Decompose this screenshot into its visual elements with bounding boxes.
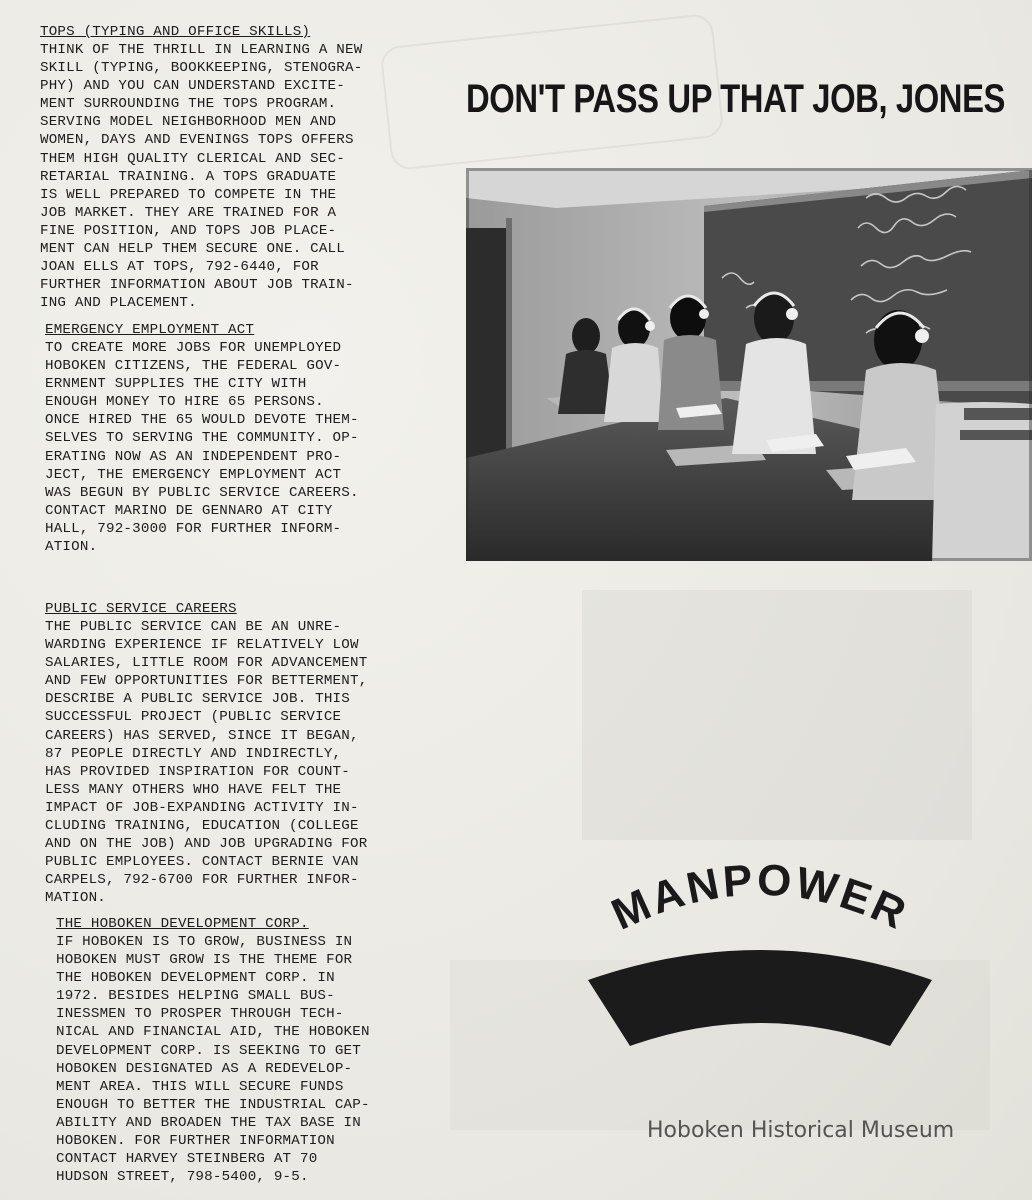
section-title: THE HOBOKEN DEVELOPMENT CORP. bbox=[56, 916, 309, 932]
body-line: FURTHER INFORMATION ABOUT JOB TRAIN- bbox=[40, 277, 354, 294]
body-line: HOBOKEN MUST GROW IS THE THEME FOR bbox=[56, 952, 353, 969]
body-line: WAS BEGUN BY PUBLIC SERVICE CAREERS. bbox=[45, 484, 359, 501]
body-line: SKILL (TYPING, BOOKKEEPING, STENOGRA- bbox=[40, 60, 363, 77]
svg-text:MANPOWER bbox=[605, 855, 916, 939]
body-line: RETARIAL TRAINING. A TOPS GRADUATE bbox=[40, 168, 337, 185]
body-line: SUCCESSFUL PROJECT (PUBLIC SERVICE bbox=[45, 709, 342, 726]
body-line: DEVELOPMENT CORP. IS SEEKING TO GET bbox=[56, 1042, 361, 1059]
body-line: ATION. bbox=[45, 539, 98, 556]
body-line: ERATING NOW AS AN INDEPENDENT PRO- bbox=[45, 448, 342, 465]
body-line: INESSMEN TO PROSPER THROUGH TECH- bbox=[56, 1006, 344, 1023]
body-line: CONTACT MARINO DE GENNARO AT CITY bbox=[45, 502, 333, 519]
logo-text: MANPOWER bbox=[604, 855, 916, 940]
body-line: ABILITY AND BROADEN THE TAX BASE IN bbox=[56, 1114, 361, 1131]
body-line: FINE POSITION, AND TOPS JOB PLACE- bbox=[40, 222, 337, 239]
body-line: ING AND PLACEMENT. bbox=[40, 295, 197, 312]
section-hoboken-development-corp bbox=[56, 916, 456, 1186]
section-title: PUBLIC SERVICE CAREERS bbox=[45, 601, 237, 617]
section-public-service-careers bbox=[45, 601, 445, 908]
section-body bbox=[40, 41, 440, 312]
body-line: SELVES TO SERVING THE COMMUNITY. OP- bbox=[45, 430, 359, 447]
body-line: ERNMENT SUPPLIES THE CITY WITH bbox=[45, 376, 307, 393]
body-line: NICAL AND FINANCIAL AID, THE HOBOKEN bbox=[56, 1024, 370, 1041]
body-line: PUBLIC EMPLOYEES. CONTACT BERNIE VAN bbox=[45, 854, 359, 871]
body-line: CAREERS) HAS SERVED, SINCE IT BEGAN, bbox=[45, 727, 359, 744]
section-body bbox=[56, 933, 456, 1186]
body-line: JOAN ELLS AT TOPS, 792-6440, FOR bbox=[40, 259, 319, 276]
body-line: AND ON THE JOB) AND JOB UPGRADING FOR bbox=[45, 836, 368, 853]
body-line: MENT CAN HELP THEM SECURE ONE. CALL bbox=[40, 241, 345, 258]
body-line: HOBOKEN CITIZENS, THE FEDERAL GOV- bbox=[45, 358, 342, 375]
body-line: THE HOBOKEN DEVELOPMENT CORP. IN bbox=[56, 970, 335, 987]
body-line: THINK OF THE THRILL IN LEARNING A NEW bbox=[40, 42, 363, 58]
body-line: HALL, 792-3000 FOR FURTHER INFORM- bbox=[45, 520, 342, 537]
body-line: IS WELL PREPARED TO COMPETE IN THE bbox=[40, 186, 337, 203]
show-through-block bbox=[582, 590, 972, 840]
page-headline: DON'T PASS UP THAT JOB, JONES bbox=[466, 77, 1006, 121]
museum-watermark: Hoboken Historical Museum bbox=[647, 1118, 955, 1143]
manpower-arc-icon bbox=[560, 850, 960, 1080]
body-line: CONTACT HARVEY STEINBERG AT 70 bbox=[56, 1151, 318, 1168]
body-line: ENOUGH TO BETTER THE INDUSTRIAL CAP- bbox=[56, 1096, 370, 1113]
body-line: THEM HIGH QUALITY CLERICAL AND SEC- bbox=[40, 150, 345, 167]
body-line: WARDING EXPERIENCE IF RELATIVELY LOW bbox=[45, 637, 359, 654]
section-title: TOPS (TYPING AND OFFICE SKILLS) bbox=[40, 24, 311, 40]
body-line: HOBOKEN. FOR FURTHER INFORMATION bbox=[56, 1133, 335, 1150]
body-line: ENOUGH MONEY TO HIRE 65 PERSONS. bbox=[45, 394, 324, 411]
body-line: PHY) AND YOU CAN UNDERSTAND EXCITE- bbox=[40, 78, 345, 95]
body-line: CLUDING TRAINING, EDUCATION (COLLEGE bbox=[45, 818, 359, 835]
body-line: LESS MANY OTHERS WHO HAVE FELT THE bbox=[45, 781, 342, 798]
body-line: DESCRIBE A PUBLIC SERVICE JOB. THIS bbox=[45, 691, 350, 708]
body-line: 87 PEOPLE DIRECTLY AND INDIRECTLY, bbox=[45, 745, 342, 762]
section-title: EMERGENCY EMPLOYMENT ACT bbox=[45, 322, 255, 338]
body-line: JECT, THE EMERGENCY EMPLOYMENT ACT bbox=[45, 466, 342, 483]
body-line: MENT AREA. THIS WILL SECURE FUNDS bbox=[56, 1078, 344, 1095]
body-line: MATION. bbox=[45, 890, 106, 907]
body-line: THE PUBLIC SERVICE CAN BE AN UNRE- bbox=[45, 619, 342, 635]
classroom-photo-icon bbox=[466, 168, 1032, 561]
section-tops bbox=[40, 24, 440, 312]
body-line: SERVING MODEL NEIGHBORHOOD MEN AND bbox=[40, 114, 337, 131]
classroom-photo bbox=[466, 168, 1032, 561]
section-body bbox=[45, 339, 445, 556]
body-line: HAS PROVIDED INSPIRATION FOR COUNT- bbox=[45, 763, 350, 780]
body-line: SALARIES, LITTLE ROOM FOR ADVANCEMENT bbox=[45, 655, 368, 672]
body-line: IF HOBOKEN IS TO GROW, BUSINESS IN bbox=[56, 934, 353, 950]
body-line: ONCE HIRED THE 65 WOULD DEVOTE THEM- bbox=[45, 412, 359, 429]
manpower-logo bbox=[560, 850, 960, 1080]
body-line: 1972. BESIDES HELPING SMALL BUS- bbox=[56, 988, 335, 1005]
body-line: TO CREATE MORE JOBS FOR UNEMPLOYED bbox=[45, 340, 342, 356]
body-line: HUDSON STREET, 798-5400, 9-5. bbox=[56, 1169, 309, 1186]
body-line: IMPACT OF JOB-EXPANDING ACTIVITY IN- bbox=[45, 799, 359, 816]
section-emergency-employment-act bbox=[45, 322, 445, 556]
body-line: AND FEW OPPORTUNITIES FOR BETTERMENT, bbox=[45, 673, 368, 690]
body-line: CARPELS, 792-6700 FOR FURTHER INFOR- bbox=[45, 872, 359, 889]
section-body bbox=[45, 618, 445, 908]
body-line: HOBOKEN DESIGNATED AS A REDEVELOP- bbox=[56, 1060, 353, 1077]
body-line: WOMEN, DAYS AND EVENINGS TOPS OFFERS bbox=[40, 132, 354, 149]
body-line: MENT SURROUNDING THE TOPS PROGRAM. bbox=[40, 96, 337, 113]
body-line: JOB MARKET. THEY ARE TRAINED FOR A bbox=[40, 204, 337, 221]
